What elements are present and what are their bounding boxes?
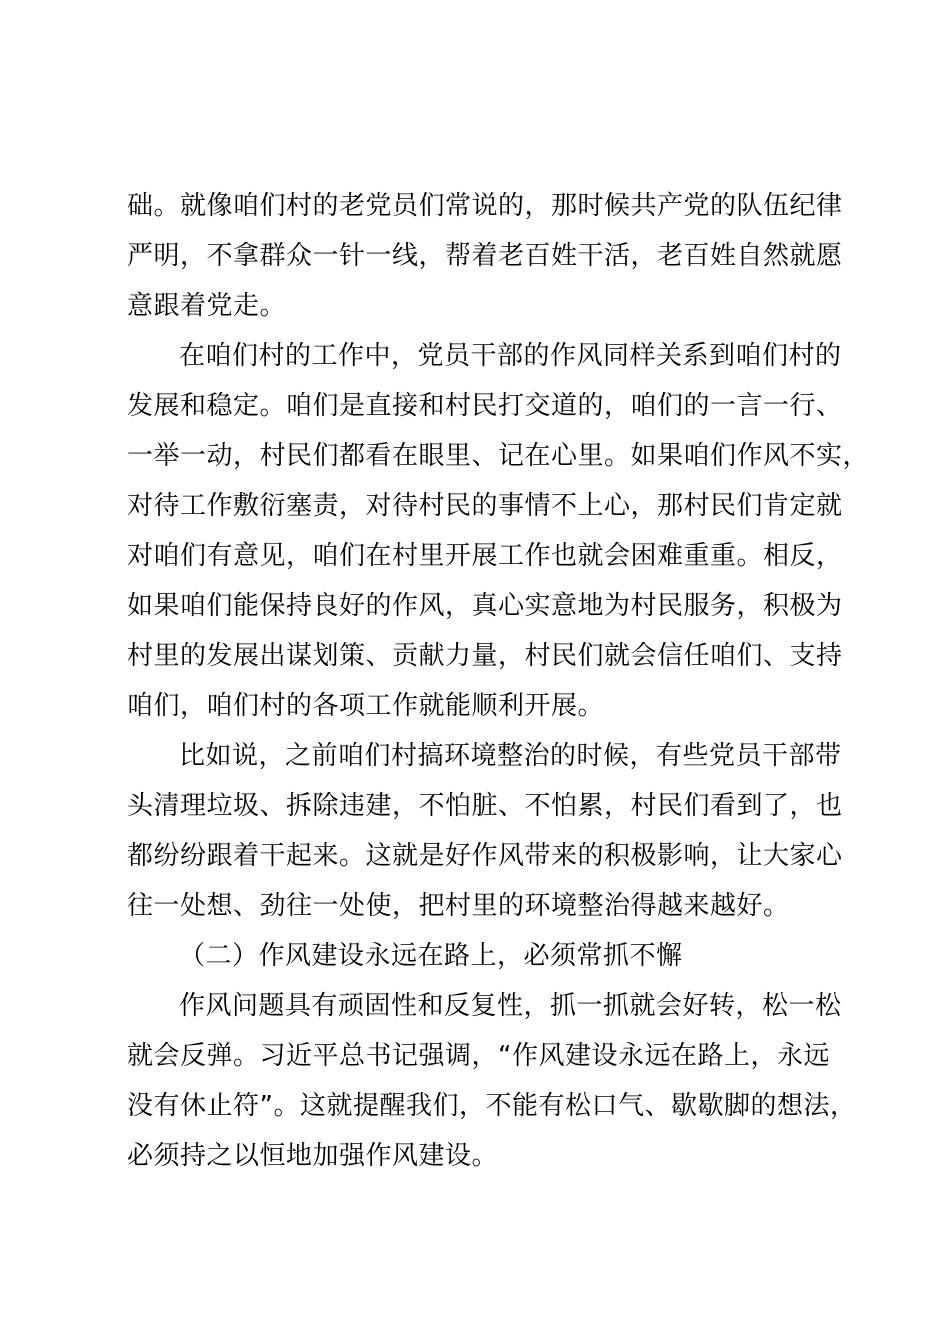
text-line: 就会反弹。习近平总书记强调，“作风建设永远在路上，永远 <box>127 1041 830 1071</box>
text-line: 础。就像咱们村的老党员们常说的，那时候共产党的队伍纪律 <box>127 191 843 221</box>
paragraph-first-line: 作风问题具有顽固性和反复性，抓一抓就会好转，松一松 <box>179 991 842 1021</box>
text-line: 头清理垃圾、拆除违建，不怕脏、不怕累，村民们看到了，也 <box>127 791 843 821</box>
text-line: 咱们，咱们村的各项工作就能顺利开展。 <box>127 691 605 721</box>
text-line: 发展和稳定。咱们是直接和村民打交道的，咱们的一言一行、 <box>127 391 843 421</box>
text-line: 意跟着党走。 <box>127 291 287 321</box>
text-line: 都纷纷跟着干起来。这就是好作风带来的积极影响，让大家心 <box>127 841 843 871</box>
text-line: 往一处想、劲往一处使，把村里的环境整治得越来越好。 <box>127 891 790 921</box>
text-line: 如果咱们能保持良好的作风，真心实意地为村民服务，积极为 <box>127 591 843 621</box>
paragraph-first-line: 比如说，之前咱们村搞环境整治的时候，有些党员干部带 <box>179 741 842 771</box>
text-line: 严明，不拿群众一针一线，帮着老百姓干活，老百姓自然就愿 <box>127 241 843 271</box>
text-line: 对待工作敷衍塞责，对待村民的事情不上心，那村民们肯定就 <box>127 491 843 521</box>
text-line: 没有休止符”。这就提醒我们，不能有松口气、歇歇脚的想法， <box>127 1091 857 1121</box>
section-heading: （二）作风建设永远在路上，必须常抓不懈 <box>179 941 683 971</box>
paragraph-first-line: 在咱们村的工作中，党员干部的作风同样关系到咱们村的 <box>179 341 842 371</box>
text-line: 一举一动，村民们都看在眼里、记在心里。如果咱们作风不实， <box>127 441 870 471</box>
text-line: 村里的发展出谋划策、贡献力量，村民们就会信任咱们、支持 <box>127 641 843 671</box>
text-line: 对咱们有意见，咱们在村里开展工作也就会困难重重。相反， <box>127 541 843 571</box>
text-line: 必须持之以恒地加强作风建设。 <box>127 1141 499 1171</box>
